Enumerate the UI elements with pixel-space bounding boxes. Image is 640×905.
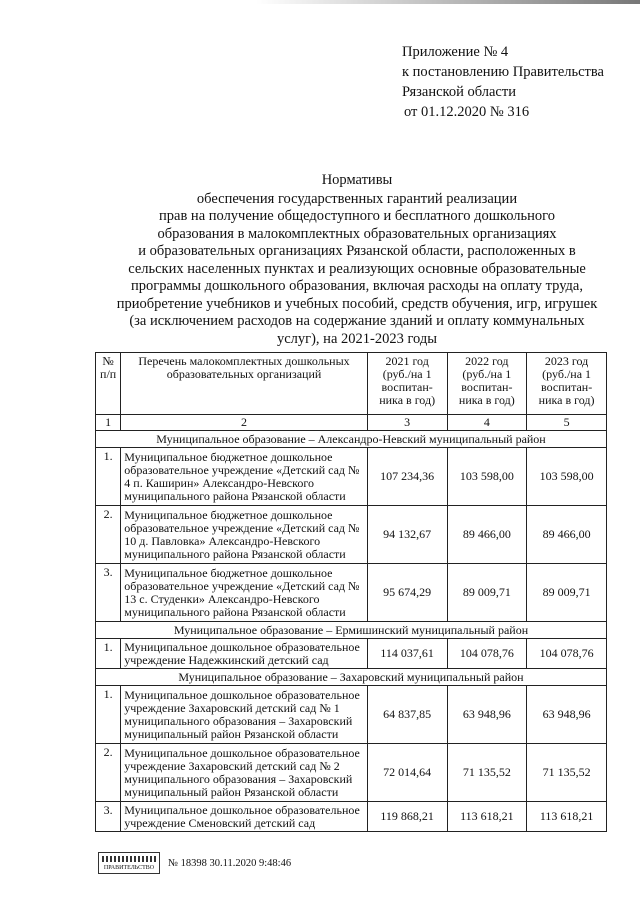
row-name: Муниципальное дошкольное образовательное учреждение Сменовский детский сад — [121, 802, 368, 832]
row-2021: 107 234,36 — [367, 448, 447, 506]
row-name: Муниципальное дошкольное образовательное учреждение Надежкинский детский сад — [121, 639, 368, 669]
row-num: 1. — [96, 639, 121, 669]
table-row — [96, 448, 607, 506]
table-row — [96, 744, 607, 802]
section-title: Муниципальное образование – Ермишинский муниципальный район — [96, 622, 607, 639]
row-2021: 94 132,67 — [367, 506, 447, 564]
table-row — [96, 802, 607, 832]
header-2023: 2023 год (руб./на 1 воспитан-ника в год) — [527, 353, 607, 415]
title-line: прав на получение общедоступного и бесплатного дошкольного — [159, 208, 555, 224]
footer — [98, 852, 291, 874]
row-num: 3. — [96, 564, 121, 622]
row-2023: 71 135,52 — [527, 744, 607, 802]
row-num: 2. — [96, 744, 121, 802]
row-2021: 95 674,29 — [367, 564, 447, 622]
table-row — [96, 639, 607, 669]
row-num: 3. — [96, 802, 121, 832]
index-cell: 3 — [367, 415, 447, 431]
title-line: и образовательных организациях Рязанской области, расположенных в — [138, 243, 576, 259]
appendix-decree: к постановлению Правительства — [402, 64, 604, 80]
row-2023: 113 618,21 — [527, 802, 607, 832]
index-cell: 5 — [527, 415, 607, 431]
title-heading: Нормативы — [321, 172, 393, 188]
index-cell: 2 — [121, 415, 368, 431]
row-num: 2. — [96, 506, 121, 564]
row-2022: 89 009,71 — [447, 564, 527, 622]
title-line: образования в малокомплектных образовательных организациях — [157, 225, 557, 242]
header-2021: 2021 год (руб./на 1 воспитан-ника в год) — [367, 353, 447, 415]
row-num: 1. — [96, 448, 121, 506]
row-name: Муниципальное дошкольное образовательное учреждение Захаровский детский сад № 1 муниципального образования – Захаровский муниципальный район Рязанской области — [121, 686, 368, 744]
header-num: № п/п — [96, 353, 121, 415]
section-row — [96, 669, 607, 686]
section-title: Муниципальное образование – Александро-Невский муниципальный район — [96, 431, 607, 448]
table-row — [96, 506, 607, 564]
row-2023: 89 466,00 — [527, 506, 607, 564]
header-2022: 2022 год (руб./на 1 воспитан-ника в год) — [447, 353, 527, 415]
title-line: программы дошкольного образования, включая расходы на оплату труда, — [131, 278, 583, 294]
doc-registration: № 18398 30.11.2020 9:48:46 — [168, 857, 292, 869]
section-title: Муниципальное образование – Захаровский муниципальный район — [96, 669, 607, 686]
table-index-row — [96, 415, 607, 431]
row-2022: 113 618,21 — [447, 802, 527, 832]
row-name: Муниципальное бюджетное дошкольное образовательное учреждение «Детский сад № 10 д. Павловка» Александро-Невского муниципального района Рязанской области — [121, 506, 368, 564]
title-line: (за исключением расходов на содержание зданий и оплату коммунальных — [129, 313, 585, 329]
row-2023: 103 598,00 — [527, 448, 607, 506]
table-row — [96, 686, 607, 744]
table-row — [96, 564, 607, 622]
appendix-date: от 01.12.2020 № 316 — [404, 104, 530, 120]
norms-table — [95, 352, 607, 832]
header-name: Перечень малокомплектных дошкольных образовательных организаций — [121, 353, 368, 415]
row-name: Муниципальное дошкольное образовательное учреждение Захаровский детский сад № 2 муниципального образования – Захаровский муниципальный район Рязанской области — [121, 744, 368, 802]
section-row — [96, 622, 607, 639]
row-2021: 64 837,85 — [367, 686, 447, 744]
index-cell: 1 — [96, 415, 121, 431]
row-2023: 89 009,71 — [527, 564, 607, 622]
row-2021: 119 868,21 — [367, 802, 447, 832]
row-2021: 72 014,64 — [367, 744, 447, 802]
section-row — [96, 431, 607, 448]
row-2021: 114 037,61 — [367, 639, 447, 669]
index-cell: 4 — [447, 415, 527, 431]
row-name: Муниципальное бюджетное дошкольное образовательное учреждение «Детский сад № 4 п. Каширин» Александро-Невского муниципального района Рязанской области — [121, 448, 368, 506]
row-2023: 63 948,96 — [527, 686, 607, 744]
row-2022: 63 948,96 — [447, 686, 527, 744]
appendix-block — [402, 42, 604, 122]
row-2023: 104 078,76 — [527, 639, 607, 669]
title-line: обеспечения государственных гарантий реализации — [196, 190, 518, 207]
row-name: Муниципальное бюджетное дошкольное образовательное учреждение «Детский сад № 13 с. Студенки» Александро-Невского муниципального района Рязанской области — [121, 564, 368, 622]
stamp-text: ПРАВИТЕЛЬСТВО — [103, 864, 155, 871]
title-line: приобретение учебников и учебных пособий, средств обучения, игр, игрушек — [116, 295, 598, 312]
row-2022: 103 598,00 — [447, 448, 527, 506]
row-2022: 104 078,76 — [447, 639, 527, 669]
row-2022: 71 135,52 — [447, 744, 527, 802]
document-title — [92, 172, 622, 348]
row-2022: 89 466,00 — [447, 506, 527, 564]
table-header-row — [96, 353, 607, 415]
title-line: услуг), на 2021-2023 годы — [276, 330, 437, 347]
barcode-stamp — [98, 852, 160, 874]
row-num: 1. — [96, 686, 121, 744]
appendix-region: Рязанской области — [402, 84, 516, 100]
scan-edge — [0, 0, 640, 4]
title-line: сельских населенных пунктах и реализующих основные образовательные — [128, 260, 586, 277]
appendix-number: Приложение № 4 — [402, 44, 509, 60]
